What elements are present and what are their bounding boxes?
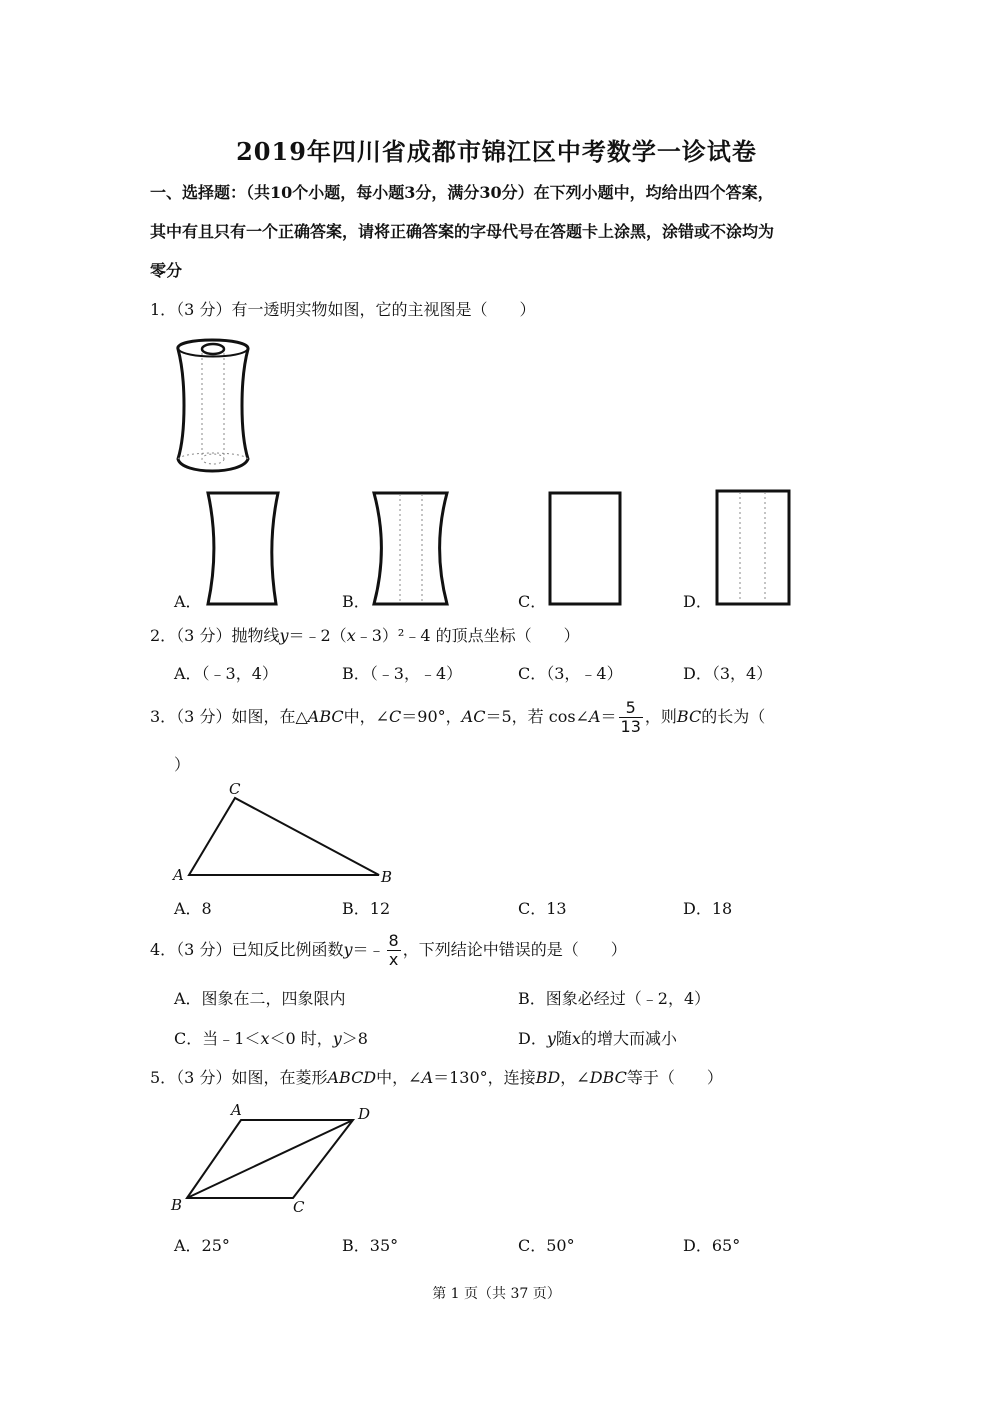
svg-text:C: C bbox=[293, 1198, 305, 1216]
question-5-rhombus-figure bbox=[165, 1100, 390, 1220]
question-4-option-b: B．图象必经过（﹣2，4） bbox=[518, 989, 711, 1008]
question-1-option-a: A． bbox=[174, 592, 202, 611]
question-2-option-b: B．（﹣3，﹣4） bbox=[342, 664, 463, 683]
page-footer: 第 1 页（共 37 页） bbox=[432, 1286, 561, 1302]
question-4-option-d: D．y随x的增大而减小 bbox=[518, 1029, 677, 1048]
question-2-text: 2．（3 分）抛物线y＝﹣2（x﹣3）²﹣4 的顶点坐标（ ） bbox=[150, 626, 580, 645]
option-c-front-view bbox=[545, 490, 625, 610]
svg-text:A: A bbox=[231, 1101, 242, 1119]
question-3-option-b: B．12 bbox=[342, 899, 391, 918]
fraction-5-13: $\frac{5}{13}$ bbox=[620, 698, 641, 736]
question-3-option-c: C．13 bbox=[518, 899, 567, 918]
question-4-option-a: A．图象在二，四象限内 bbox=[174, 989, 346, 1008]
svg-text:A: A bbox=[173, 866, 184, 884]
svg-text:B: B bbox=[171, 1196, 183, 1214]
page-title: 2019年四川省成都市锦江区中考数学一诊试卷 bbox=[236, 137, 757, 166]
question-3-option-d: D．18 bbox=[683, 899, 733, 918]
question-1-option-c: C． bbox=[518, 592, 547, 611]
question-2-option-c: C．（3，﹣4） bbox=[518, 664, 623, 683]
section-instructions-line2: 其中有且只有一个正确答案，请将正确答案的字母代号在答题卡上涂黑，涂错或不涂均为 bbox=[150, 222, 775, 241]
question-5-option-c: C．50° bbox=[518, 1236, 575, 1255]
question-1-option-b: B． bbox=[342, 592, 370, 611]
svg-text:B: B bbox=[381, 868, 393, 886]
question-3-triangle-figure bbox=[165, 778, 405, 888]
question-4-text: 4．（3 分）已知反比例函数y＝﹣ $\frac{8}{x}$ ，下列结论中错误的是（ ） bbox=[150, 931, 627, 969]
question-5-option-b: B．35° bbox=[342, 1236, 399, 1255]
option-d-front-view bbox=[712, 488, 794, 610]
section-instructions-line1: 一、选择题：（共10个小题，每小题3分，满分30分）在下列小题中，均给出四个答案， bbox=[150, 183, 774, 202]
question-5-text: 5．（3 分）如图，在菱形ABCD中，∠A＝130°，连接BD，∠DBC等于（ ） bbox=[150, 1068, 723, 1087]
question-4-option-c: C．当﹣1＜x＜0 时，y＞8 bbox=[174, 1029, 368, 1048]
question-3-close-paren: ） bbox=[174, 755, 191, 774]
section-instructions-line3: 零分 bbox=[150, 261, 183, 280]
svg-text:D: D bbox=[358, 1105, 371, 1123]
question-5-option-d: D．65° bbox=[683, 1236, 741, 1255]
option-b-front-view bbox=[367, 490, 453, 610]
question-1-object-figure bbox=[170, 333, 260, 478]
fraction-8-x: $\frac{8}{x}$ bbox=[388, 931, 399, 969]
question-3-option-a: A．8 bbox=[174, 899, 212, 918]
question-1-option-d: D． bbox=[683, 592, 712, 611]
question-2-option-a: A．（﹣3，4） bbox=[174, 664, 278, 683]
option-a-front-view bbox=[200, 490, 286, 610]
question-2-option-d: D．（3，4） bbox=[683, 664, 773, 683]
question-5-option-a: A．25° bbox=[174, 1236, 230, 1255]
question-3-text: 3．（3 分）如图，在△ABC中，∠C＝90°，AC＝5，若 cos∠A＝ $\frac{5}{13}$ ，则BC的长为（ bbox=[150, 698, 766, 736]
question-1-text: 1．（3 分）有一透明实物如图，它的主视图是（ ） bbox=[150, 300, 536, 319]
svg-text:C: C bbox=[229, 780, 241, 798]
